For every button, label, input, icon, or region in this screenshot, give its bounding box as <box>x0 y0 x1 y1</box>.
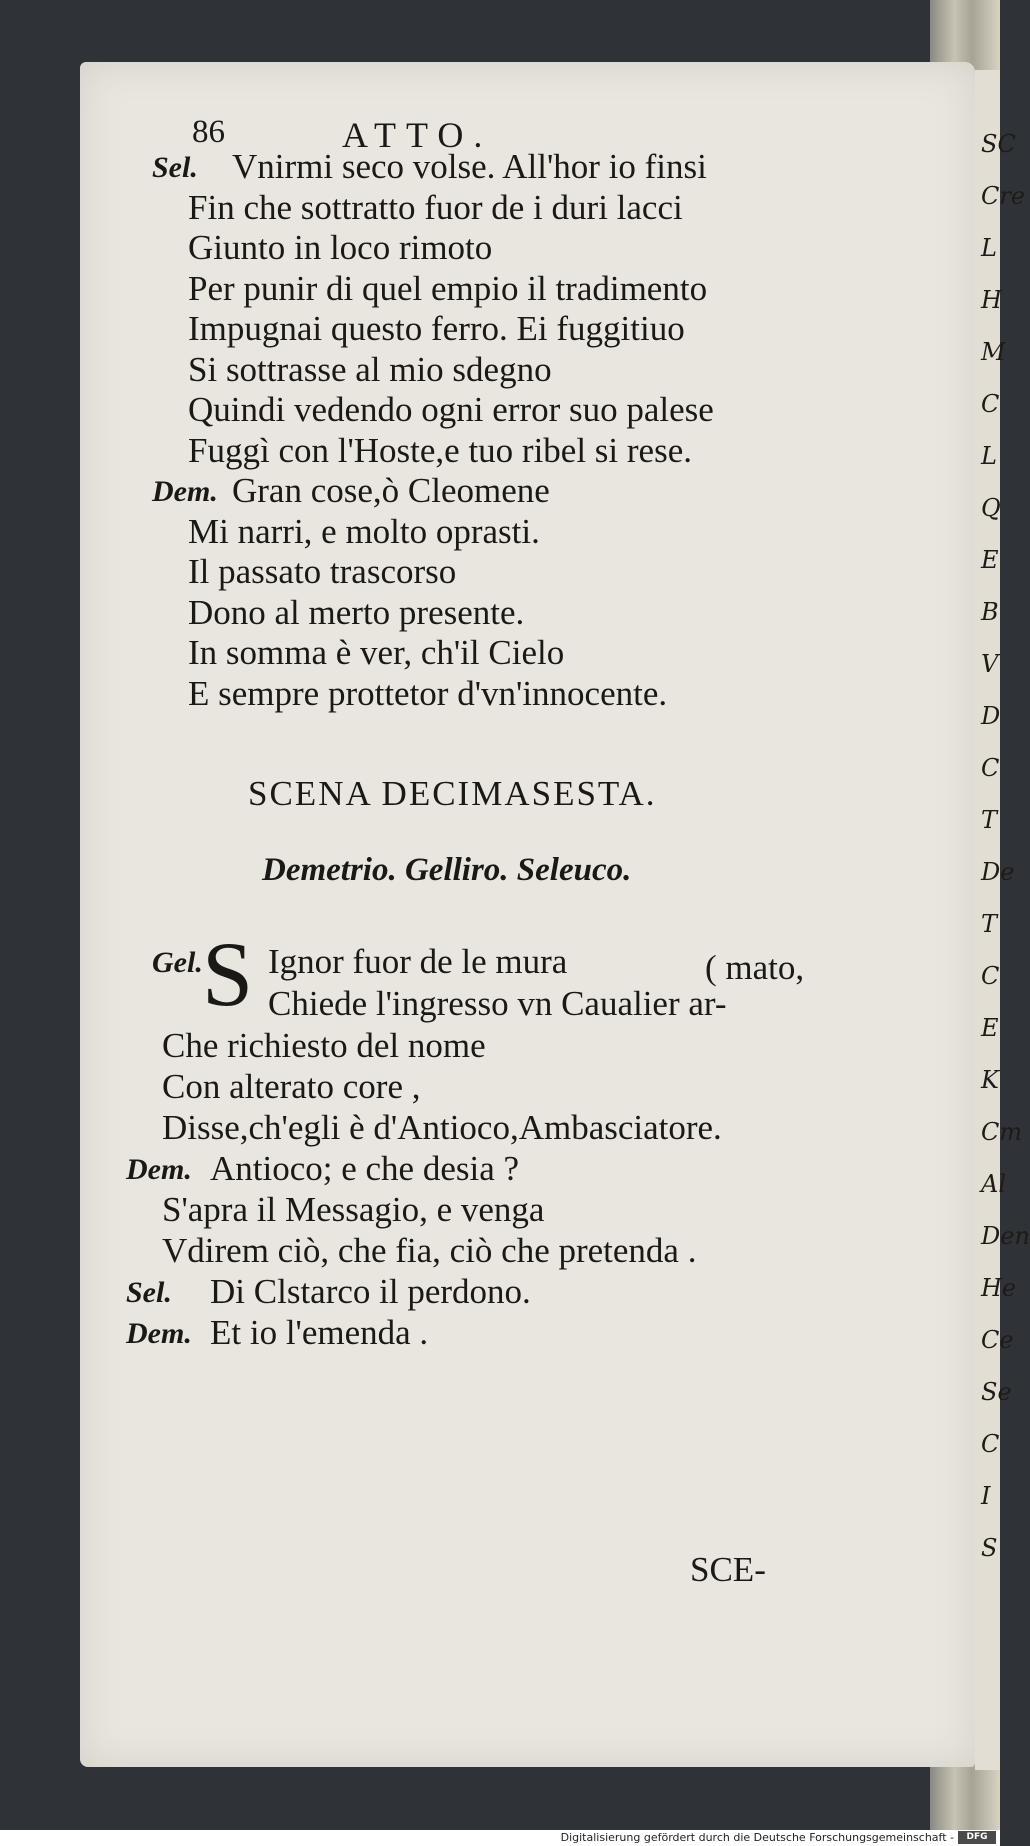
speaker-label: Dem. <box>152 475 218 508</box>
facing-margin-letter: S <box>981 1534 998 1562</box>
verse-line: Ignor fuor de le mura <box>268 942 568 981</box>
facing-margin-letter: I <box>981 1482 991 1510</box>
speaker-label: Sel. <box>126 1276 172 1309</box>
verse-line: Quindi vedendo ogni error suo palese <box>188 390 714 429</box>
verse-line: Si sottrasse al mio sdegno <box>188 349 552 389</box>
speaker-label: Dem. <box>126 1153 192 1186</box>
facing-margin-letter: B <box>981 598 999 626</box>
book-page <box>80 62 975 1767</box>
facing-margin-letter: Ce <box>981 1326 1014 1354</box>
facing-margin-letter: T <box>981 910 998 938</box>
facing-margin-letter: E <box>981 1014 999 1042</box>
scene-cast: Demetrio. Gelliro. Seleuco. <box>262 852 632 888</box>
verse-line: Vdirem ciò, che fia, ciò che pretenda . <box>162 1231 697 1270</box>
speaker-label: Gel. <box>152 946 203 979</box>
verse-line: Mi narri, e molto oprasti. <box>188 511 540 551</box>
facing-margin-letter: K <box>981 1066 999 1094</box>
catchword: SCE- <box>690 1550 766 1589</box>
scene-title: SCENA DECIMASESTA. <box>248 774 657 813</box>
speaker-label: Sel. <box>152 151 198 184</box>
facing-margin-letter: H <box>981 286 1002 314</box>
verse-line: E sempre prottetor d'vn'innocente. <box>188 673 668 713</box>
verse-line: Vnirmi seco volse. All'hor io finsi <box>232 147 707 186</box>
facing-margin-letter: He <box>981 1274 1017 1302</box>
verse-line: Giunto in loco rimoto <box>188 228 493 267</box>
verse-line: Impugnai questo ferro. Ei fuggitiuo <box>188 309 685 348</box>
facing-margin-letter: Q <box>981 494 1001 522</box>
verse-line: Fuggì con l'Hoste,e tuo ribel si rese. <box>188 430 692 470</box>
verse-line: Il passato trascorso <box>188 552 457 591</box>
facing-margin-letter: C <box>981 754 1000 782</box>
verse-line: Fin che sottratto fuor de i duri lacci <box>188 187 683 227</box>
verse-line: S'apra il Messagio, e venga <box>162 1190 545 1229</box>
verse-line: In somma è ver, ch'il Cielo <box>188 633 565 672</box>
footer-credit: Digitalisierung gefördert durch die Deutsche Forschungsgemeinschaft - <box>560 1831 954 1844</box>
verse-line: Per punir di quel empio il tradimento <box>188 268 708 308</box>
digitization-footer <box>0 1830 1000 1846</box>
facing-margin-letter: Se <box>981 1378 1012 1406</box>
drop-capital: S <box>202 923 254 1025</box>
facing-page-fragment <box>975 70 1030 1770</box>
facing-margin-letter: D <box>981 702 1001 730</box>
facing-margin-letter: L <box>981 442 997 470</box>
facing-margin-letter: De <box>981 858 1015 886</box>
verse-line: Et io l'emenda . <box>210 1313 429 1352</box>
facing-margin-letter: Cre <box>981 182 1026 210</box>
verse-line: Gran cose,ò Cleomene <box>232 471 550 510</box>
facing-margin-letter: Al <box>981 1170 1007 1198</box>
verse-line: Antioco; e che desia ? <box>210 1149 520 1188</box>
verse-line: Disse,ch'egli è d'Antioco,Ambasciatore. <box>162 1108 722 1147</box>
page-number: 86 <box>192 114 225 150</box>
facing-margin-letter: Cm <box>981 1118 1023 1146</box>
verse-turnover: ( mato, <box>705 948 805 987</box>
facing-margin-letter: E <box>981 546 999 574</box>
verse-line: Dono al merto presente. <box>188 592 525 632</box>
facing-margin-letter: M <box>981 338 1006 366</box>
verse-line: Con alterato core , <box>162 1067 421 1106</box>
facing-margin-letter: T <box>981 806 998 834</box>
facing-margin-letter: C <box>981 390 1000 418</box>
facing-margin-letter: C <box>981 1430 1000 1458</box>
facing-margin-letter: C <box>981 962 1000 990</box>
verse-line: Che richiesto del nome <box>162 1026 486 1065</box>
facing-margin-letter: SC <box>981 130 1016 158</box>
facing-margin-letter: L <box>981 234 997 262</box>
running-head: ATTO. <box>342 115 493 155</box>
facing-margin-letter: Den <box>981 1222 1030 1250</box>
speaker-label: Dem. <box>126 1317 192 1350</box>
facing-margin-letter: V <box>981 650 999 678</box>
dfg-logo: DFG <box>958 1831 996 1844</box>
verse-line: Di Clstarco il perdono. <box>210 1272 531 1311</box>
verse-line: Chiede l'ingresso vn Caualier ar- <box>268 984 727 1023</box>
